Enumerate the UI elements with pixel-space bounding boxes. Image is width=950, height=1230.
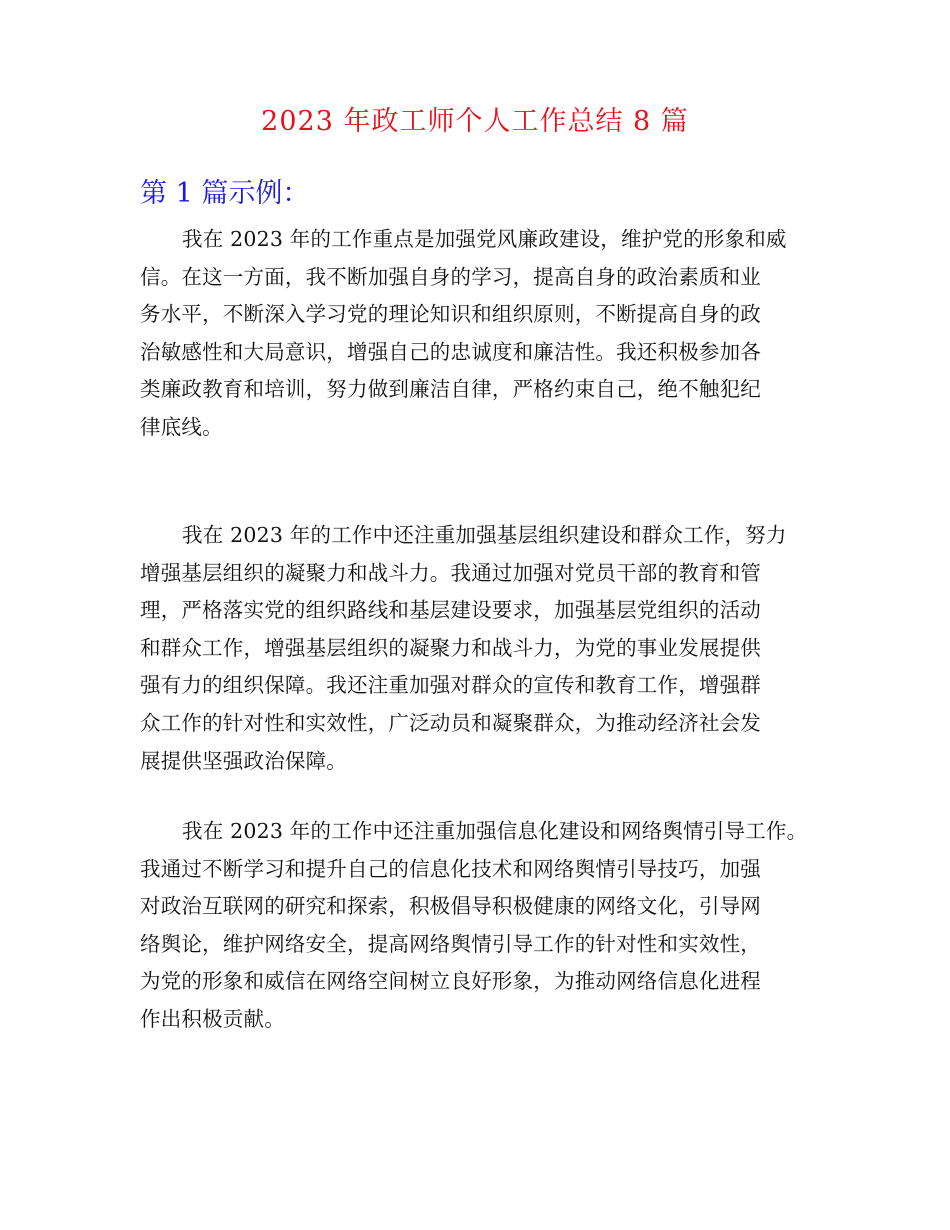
paragraph-line: 展提供坚强政治保障。 xyxy=(140,748,347,773)
paragraph-3 xyxy=(140,813,830,1039)
paragraph-line: 我在 2023 年的工作中还注重加强基层组织建设和群众工作，努力 xyxy=(182,523,787,547)
paragraph-line: 作出积极贡献。 xyxy=(140,1006,285,1031)
paragraph-line: 对政治互联网的研究和探索，积极倡导积极健康的网络文化，引导网 xyxy=(140,894,761,919)
paragraph-line: 我通过不断学习和提升自己的信息化技术和网络舆情引导技巧，加强 xyxy=(140,856,761,881)
paragraph-line: 强有力的组织保障。我还注重加强对群众的宣传和教育工作，增强群 xyxy=(140,673,761,698)
paragraph-1 xyxy=(140,221,830,447)
paragraph-line: 我在 2023 年的工作中还注重加强信息化建设和网络舆情引导工作。 xyxy=(182,819,808,843)
paragraph-line: 众工作的针对性和实效性，广泛动员和凝聚群众，为推动经济社会发 xyxy=(140,710,761,735)
paragraph-line: 我在 2023 年的工作重点是加强党风廉政建设，维护党的形象和威 xyxy=(182,227,787,251)
section-heading: 第 1 篇示例： xyxy=(140,178,310,209)
paragraph-line: 治敏感性和大局意识，增强自己的忠诚度和廉洁性。我还积极参加各 xyxy=(140,339,761,364)
paragraph-line: 信。在这一方面，我不断加强自身的学习，提高自身的政治素质和业 xyxy=(140,264,761,289)
paragraph-line: 务水平，不断深入学习党的理论知识和组织原则，不断提高自身的政 xyxy=(140,302,761,327)
document-title: 2023 年政工师个人工作总结 8 篇 xyxy=(261,106,689,137)
paragraph-line: 理，严格落实党的组织路线和基层建设要求，加强基层党组织的活动 xyxy=(140,598,761,623)
paragraph-line: 增强基层组织的凝聚力和战斗力。我通过加强对党员干部的教育和管 xyxy=(140,560,761,585)
paragraph-line: 类廉政教育和培训，努力做到廉洁自律，严格约束自己，绝不触犯纪 xyxy=(140,377,761,402)
paragraph-line: 为党的形象和威信在网络空间树立良好形象，为推动网络信息化进程 xyxy=(140,969,761,994)
paragraph-line: 络舆论，维护网络安全，提高网络舆情引导工作的针对性和实效性， xyxy=(140,931,761,956)
paragraph-line: 律底线。 xyxy=(140,414,223,439)
paragraph-2 xyxy=(140,517,830,780)
paragraph-line: 和群众工作，增强基层组织的凝聚力和战斗力，为党的事业发展提供 xyxy=(140,635,761,660)
